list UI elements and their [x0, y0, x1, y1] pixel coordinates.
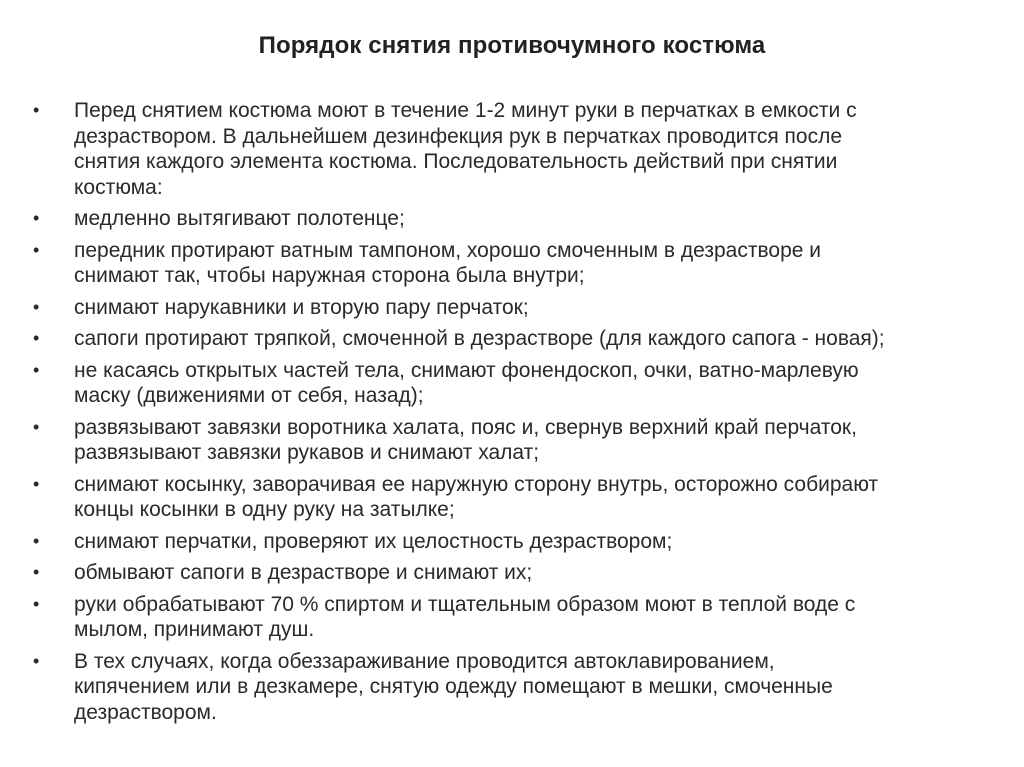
- item-text-line: снимают нарукавники и вторую пару перчаток;: [74, 295, 529, 319]
- bullet-icon: •: [33, 239, 40, 260]
- list-item: [33, 295, 1003, 321]
- item-text-line: дезраствором.: [74, 700, 217, 724]
- bullet-icon: •: [33, 473, 40, 494]
- item-text-line: развязывают завязки рукавов и снимают халат;: [74, 441, 540, 464]
- bullet-icon: •: [33, 100, 40, 120]
- item-text-line: обмывают сапоги в дезрастворе и снимают их;: [74, 561, 533, 584]
- bullet-icon: •: [33, 359, 40, 380]
- bullet-icon: •: [33, 296, 40, 317]
- list-item: [33, 415, 1003, 466]
- list-item: [33, 326, 1003, 352]
- item-text-line: снимают перчатки, проверяют их целостность дезраствором;: [74, 529, 673, 553]
- list-item: [33, 358, 1003, 409]
- item-text-line: руки обрабатывают 70 % спиртом и тщательным образом моют в теплой воде с: [74, 592, 856, 616]
- bullet-icon: •: [33, 416, 40, 437]
- item-text-line: мылом, принимают душ.: [74, 618, 315, 641]
- list-item: [33, 98, 1003, 200]
- item-text-line: дезраствором. В дальнейшем дезинфекция рук в перчатках проводится после: [74, 124, 843, 148]
- item-text-line: костюма:: [74, 175, 163, 199]
- item-text-line: не касаясь открытых частей тела, снимают фонендоскоп, очки, ватно-марлевую: [74, 358, 859, 382]
- item-text-line: сапоги протирают тряпкой, смоченной в дезрастворе (для каждого сапога - новая);: [74, 327, 885, 350]
- list-item: [33, 649, 1003, 726]
- item-text-line: развязывают завязки воротника халата, пояс и, свернув верхний край перчаток,: [74, 415, 857, 439]
- item-text-line: концы косынки в одну руку на затылке;: [74, 498, 455, 521]
- item-text-line: снимают так, чтобы наружная сторона была внутри;: [74, 264, 585, 287]
- list-item: [33, 560, 1003, 586]
- list-item: [33, 592, 1003, 643]
- list-item: [33, 529, 1003, 555]
- bullet-icon: •: [33, 650, 40, 671]
- item-text-line: медленно вытягивают полотенце;: [74, 207, 405, 230]
- item-text-line: Перед снятием костюма моют в течение 1-2 минут руки в перчатках в емкости с: [74, 99, 857, 122]
- bullet-icon: •: [33, 593, 40, 614]
- item-text-line: маску (движениями от себя, назад);: [74, 384, 424, 407]
- bullet-icon: •: [33, 208, 40, 228]
- bullet-icon: •: [33, 562, 40, 582]
- item-text-line: В тех случаях, когда обеззараживание проводится автоклавированием,: [74, 649, 775, 673]
- item-text-line: снятия каждого элемента костюма. Последовательность действий при снятии: [74, 150, 838, 173]
- bullet-list: [33, 98, 1003, 731]
- item-text-line: кипячением или в дезкамере, снятую одежду помещают в мешки, смоченные: [74, 675, 833, 698]
- list-item: [33, 472, 1003, 523]
- item-text-line: снимают косынку, заворачивая ее наружную сторону внутрь, осторожно собирают: [74, 472, 879, 496]
- item-text-line: передник протирают ватным тампоном, хорошо смоченным в дезрастворе и: [74, 238, 822, 262]
- list-item: [33, 206, 1003, 232]
- slide-title: Порядок снятия противочумного костюма: [258, 32, 766, 59]
- list-item: [33, 238, 1003, 289]
- bullet-icon: •: [33, 328, 40, 348]
- bullet-icon: •: [33, 530, 40, 551]
